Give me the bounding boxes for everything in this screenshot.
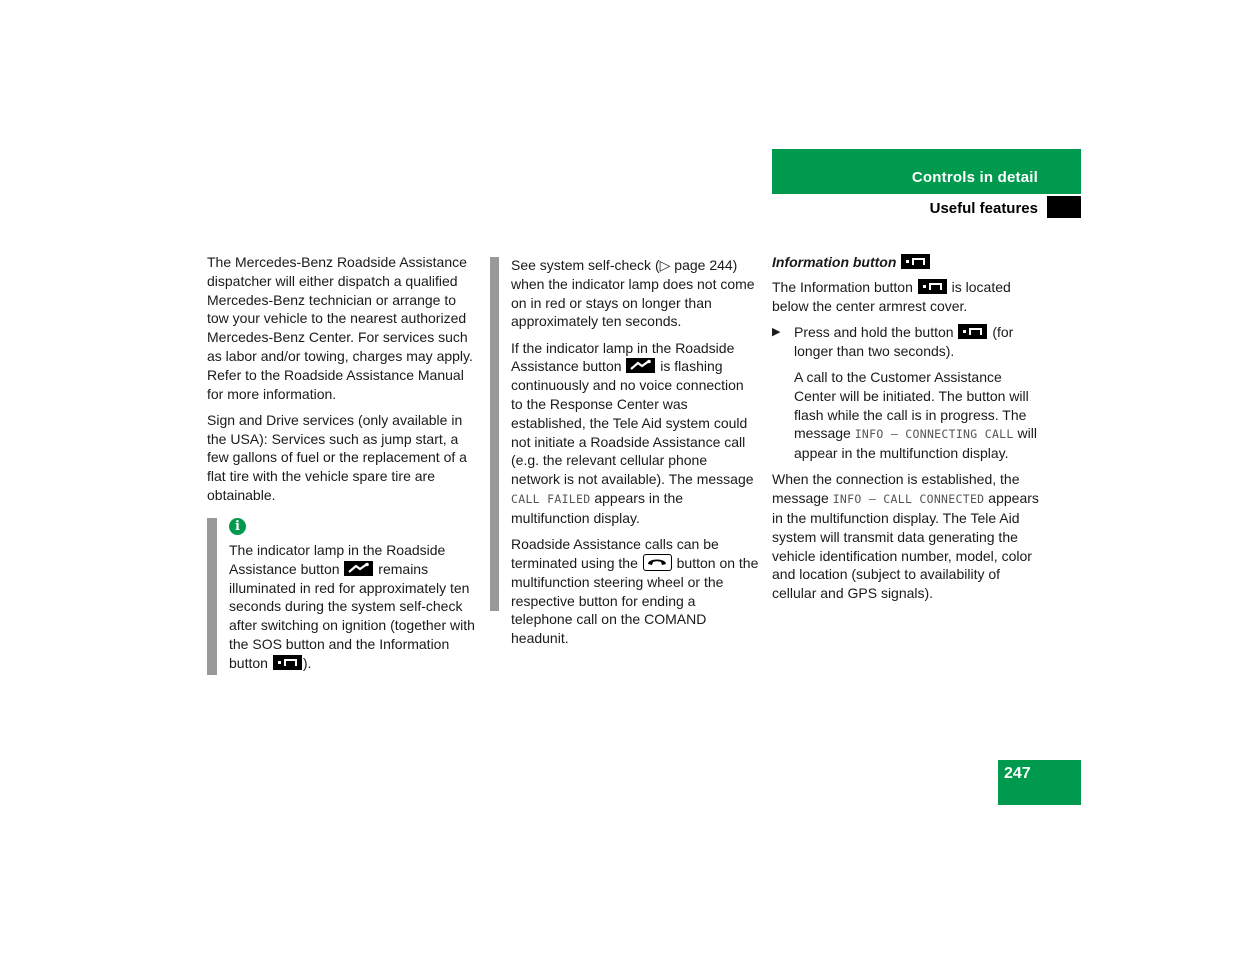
section-title-text: Useful features (929, 200, 1038, 217)
paragraph-sign-and-drive: Sign and Drive services (only available in the USA): Services such as jump start, a few gallons of fuel or the replacement of a flat tire with the vehicle spare tire are obtainable. (207, 411, 467, 504)
instruction-step (772, 323, 1042, 361)
step-result-a: A call to the Customer Assistance Center will be initiated. The button will flash while the call is in progress. The message (794, 368, 1029, 442)
section-marker (1047, 196, 1081, 218)
connected-text-a: When the connection is established, the message (772, 471, 1020, 507)
page-number-box (998, 760, 1081, 805)
heading-text: Information button (772, 254, 897, 270)
chapter-title: Controls in detail (911, 169, 1038, 186)
terminate-text-a: Roadside Assistance calls can be terminated using the (511, 536, 719, 571)
roadside-assistance-button-icon (344, 561, 373, 576)
column-1 (207, 253, 475, 512)
information-button-icon (958, 324, 987, 339)
paragraph-roadside-dispatch: The Mercedes-Benz Roadside Assistance dispatcher will either dispatch a qualified Mercedes-Benz technician or arrange to tow your vehicle to the nearest authorized Mercedes-Benz Center. For services such as labor and/or towing, charges may apply. Refer to the Roadside Assistance Manual for more information. (207, 254, 473, 402)
self-check-text-a: See system self-check ( (511, 257, 660, 273)
info-location-b: is located below the center armrest cover. (772, 278, 1011, 314)
note-bar (207, 518, 217, 675)
step-text-b: (for longer than two seconds). (794, 323, 1014, 359)
column-2 (511, 256, 759, 655)
information-button-icon (918, 279, 947, 294)
paragraph-flashing-lamp (511, 339, 759, 528)
page-reference-arrow: ▷ (659, 257, 671, 273)
info-icon: i (229, 518, 246, 535)
end-call-button-icon (643, 554, 672, 571)
display-message-connected: INFO – CALL CONNECTED (832, 492, 985, 507)
info-location-a: The Information button (772, 278, 913, 295)
note-text-1: The indicator lamp in the Roadside Assistance button (229, 542, 446, 577)
information-button-icon (273, 655, 302, 670)
paragraph-connected (772, 470, 1042, 603)
note-text-2: remains illuminated in red for approximately ten seconds during the system self-check after switching on ignition (together with the SOS button and the Information button (229, 560, 475, 671)
connected-text-b: appears in the multifunction display. The Tele Aid system will transmit data generating the vehicle identification number, model, color and location (subject to availability of cellular and GPS signals). (772, 490, 1039, 602)
bullet-icon: ▶ (772, 325, 781, 338)
note-box (229, 516, 475, 680)
note-text (229, 541, 475, 673)
roadside-assistance-button-icon (626, 358, 655, 373)
information-button-icon (901, 254, 930, 269)
paragraph-terminate-call (511, 535, 759, 648)
paragraph-self-check (511, 256, 759, 331)
note-text-3: ). (302, 654, 312, 671)
continuation-bar (490, 257, 499, 611)
column-3 (772, 253, 1042, 611)
terminate-text-b: button on the multifunction steering wheel or the respective button for ending a telephone call on the COMAND headunit. (511, 554, 759, 647)
paragraph-info-location (772, 278, 1042, 316)
step-result-b: will appear in the multifunction display. (794, 425, 1037, 462)
flashing-text-b: is flashing continuously and no voice connection to the Response Center was established, the Tele Aid system could not initiate a Roadside Assistance call (e.g. the relevant cellular phone network is not available). The message (511, 358, 754, 488)
step-text-a: Press and hold the button (794, 323, 954, 340)
page-number: 247 (1004, 765, 1031, 782)
display-message-call-failed: CALL FAILED (511, 492, 591, 507)
self-check-text-b: page 244) when the indicator lamp does not come on in red or stays on longer than approximately ten seconds. (511, 257, 755, 330)
step-result (772, 368, 1042, 463)
chapter-header (772, 149, 1081, 194)
flashing-text-a: If the indicator lamp in the Roadside Assistance button (511, 339, 735, 375)
heading-information-button (772, 253, 1042, 272)
display-message-connecting: INFO – CONNECTING CALL (854, 427, 1014, 442)
section-title (772, 196, 1047, 218)
flashing-text-c: appears in the multifunction display. (511, 490, 684, 526)
